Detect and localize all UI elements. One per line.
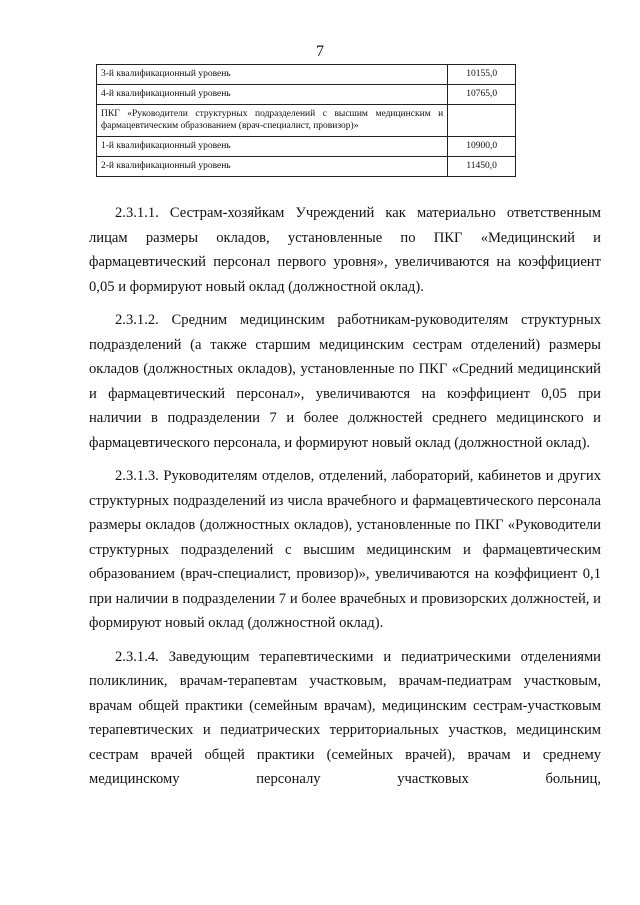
paragraph-text: Заведующим терапевтическими и педиатрическими отделениями поликлиник, врачам-терапевтам участковым, врачам-педиатрам участковым, врачам общей практики (семейным врачам), медицинским сестрам-участковым терапевтических и педиатрических территориальных участков, медицинским сестрам врачей общей практики (семейных врачей), врачам и среднему медицинскому персоналу участковых больниц, [89, 648, 601, 787]
salary-amount-cell [448, 105, 516, 137]
table-row [97, 85, 516, 105]
page-number: 7 [316, 43, 324, 60]
paragraph-2-3-1-4 [89, 645, 601, 792]
qualification-level-cell: 1-й квалификационный уровень [97, 137, 448, 157]
salary-amount-cell: 10900,0 [448, 137, 516, 157]
paragraph-2-3-1-1: 2.3.1.1. Сестрам-хозяйкам Учреждений как материально ответственным лицам размеры окладов, установленные по ПКГ «Медицинский и фармацевтический персонал первого уровня», увеличиваются на коэффициент 0,05 и формируют новый оклад (должностной оклад). [89, 205, 601, 295]
salary-table [96, 64, 516, 177]
table-row [97, 65, 516, 85]
salary-amount-cell: 10765,0 [448, 85, 516, 105]
table-row [97, 105, 516, 137]
paragraph-2-3-1-2: 2.3.1.2. Средним медицинским работникам-руководителям структурных подразделений (а также старшим медицинским сестрам отделений) размеры окладов (должностных окладов), установленные по ПКГ «Средний медицинский и фармацевтический персонал», увеличиваются на коэффициент 0,05 при наличии в подразделении 7 и более должностей среднего медицинского и фармацевтического персонала, и формируют новый оклад (должностной оклад). [89, 312, 601, 451]
salary-amount-cell: 11450,0 [448, 157, 516, 177]
qualification-level-cell: 3-й квалификационный уровень [97, 65, 448, 85]
qualification-level-cell: 4-й квалификационный уровень [97, 85, 448, 105]
salary-amount-cell: 10155,0 [448, 65, 516, 85]
table-row [97, 157, 516, 177]
paragraph-number: 2.3.1.4. [115, 648, 159, 665]
pkg-group-cell: ПКГ «Руководители структурных подразделений с высшим медицинским и фармацевтическим образованием (врач-специалист, провизор)» [97, 105, 448, 137]
paragraph-2-3-1-3: 2.3.1.3. Руководителям отделов, отделений, лабораторий, кабинетов и других структурных подразделений из числа врачебного и фармацевтического персонала размеры окладов (должностных окладов), установленные по ПКГ «Руководители структурных подразделений с высшим медицинским и фармацевтическим образованием (врач-специалист, провизор)», увеличиваются на коэффициент 0,1 при наличии в подразделении 7 и более врачебных и провизорских должностей, и формируют новый оклад (должностной оклад). [89, 468, 601, 631]
qualification-level-cell: 2-й квалификационный уровень [97, 157, 448, 177]
document-body [89, 201, 601, 801]
table-row [97, 137, 516, 157]
